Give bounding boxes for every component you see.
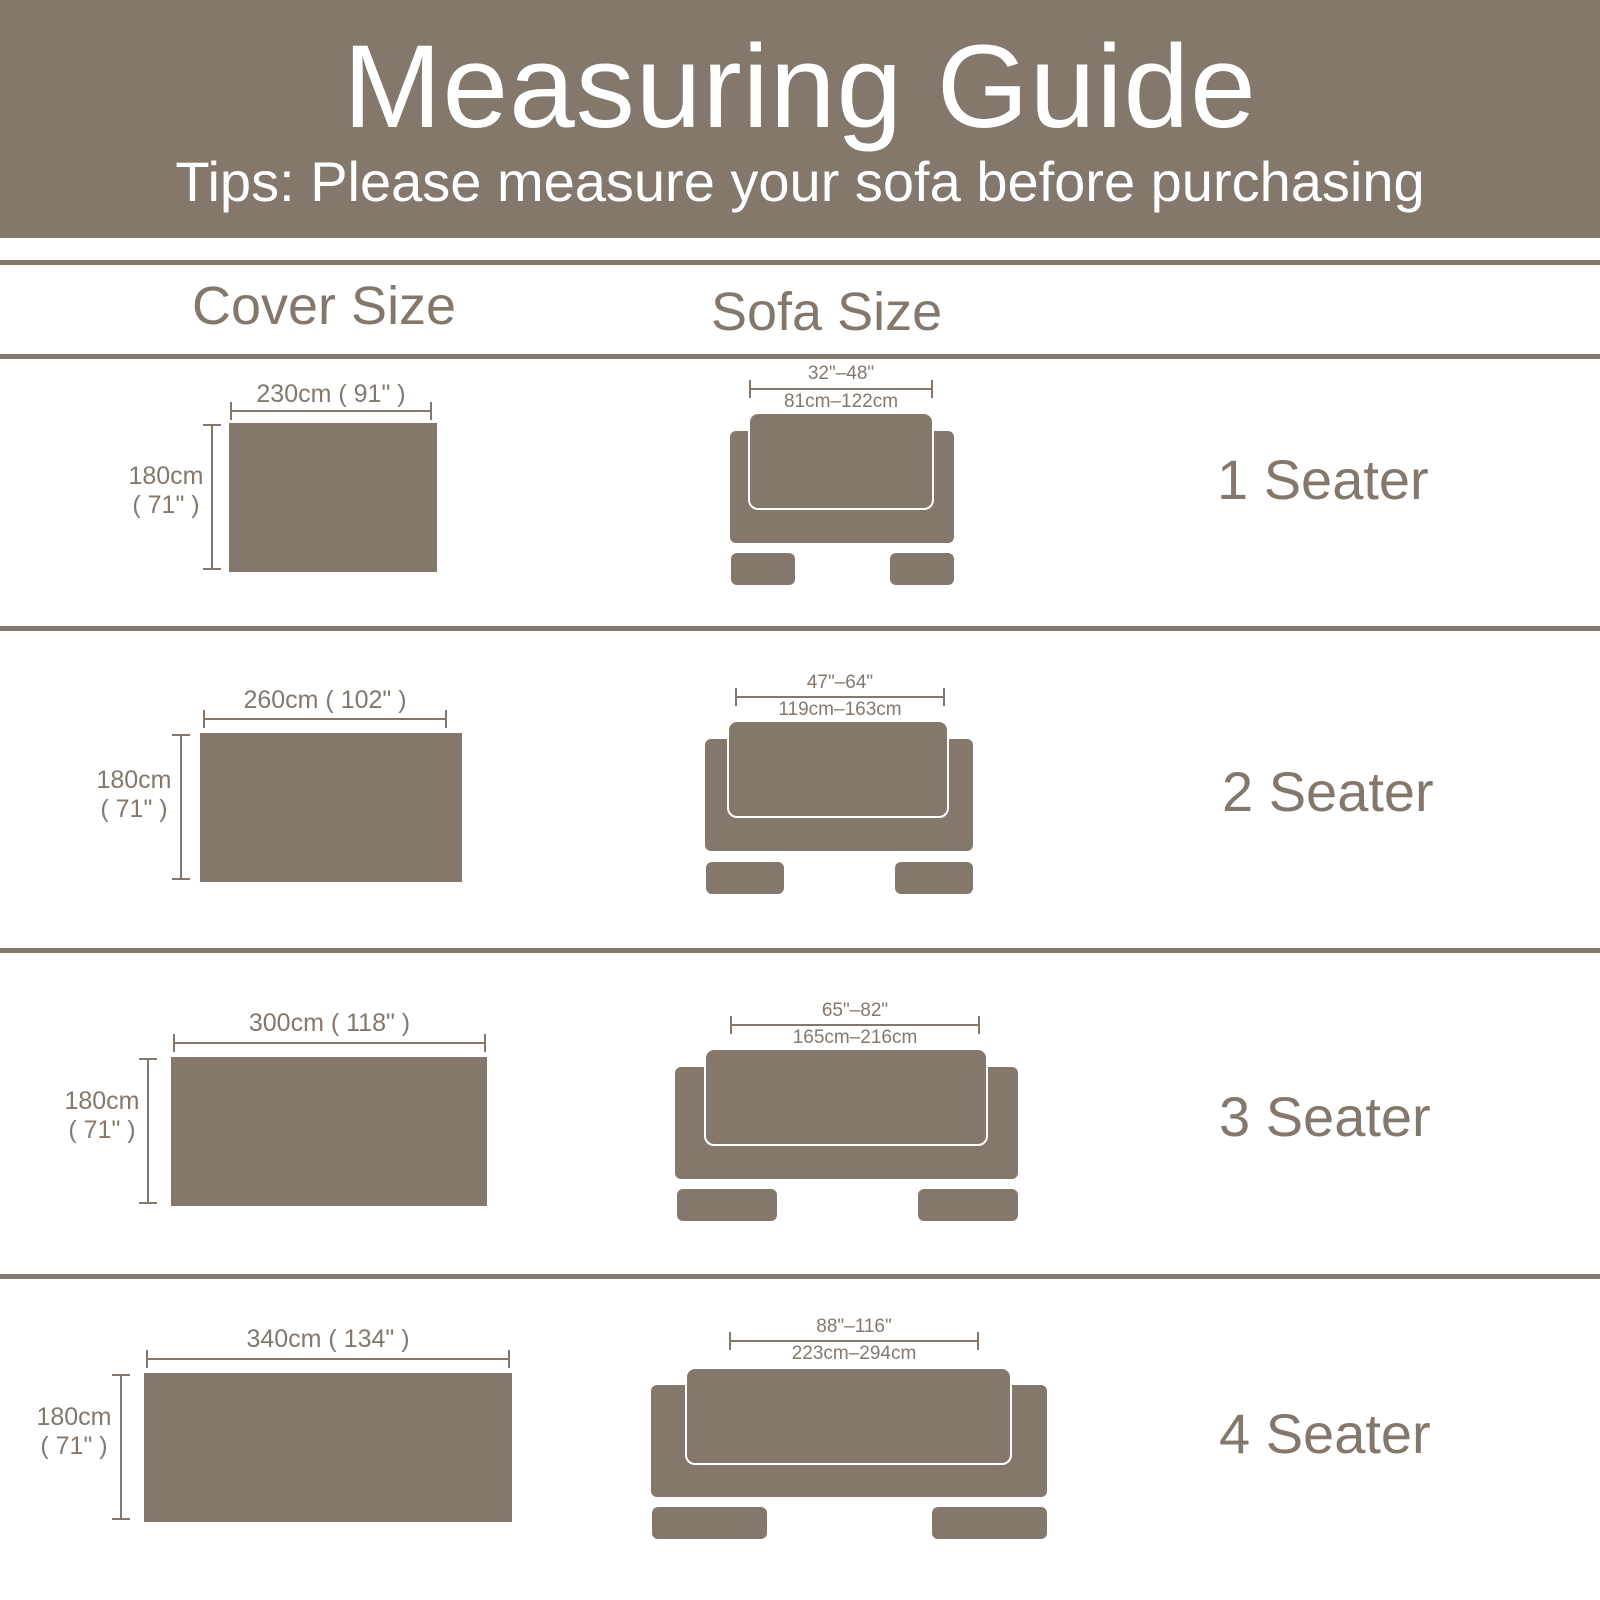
cover-height-label: 180cm [64, 1087, 140, 1115]
seater-label: 4 Seater [1219, 1402, 1431, 1465]
column-header-cover-size: Cover Size [192, 276, 457, 336]
page-subtitle: Tips: Please measure your sofa before purchasing [175, 150, 1425, 213]
cover-width-dimension-line [203, 718, 447, 720]
sofa-2-seater-cushion [727, 720, 949, 818]
sofa-width-dimension-line [749, 388, 933, 390]
cover-width-dimension-line [173, 1042, 486, 1044]
seater-label: 3 Seater [1219, 1085, 1431, 1148]
divider-row-1 [0, 626, 1600, 631]
sofa-width-cm-label: 223cm–294cm [791, 1343, 917, 1364]
sofa-width-dimension-line [730, 1024, 980, 1026]
sofa-leg-right [895, 862, 973, 894]
cover-height-dimension-line [120, 1374, 122, 1520]
cover-size-rectangle [200, 733, 462, 882]
sofa-width-inches-label: 47"–64" [806, 672, 874, 693]
cover-height-inch-label: ( 71" ) [132, 491, 200, 519]
header-banner [0, 0, 1600, 238]
sofa-leg-left [706, 862, 784, 894]
cover-width-label: 300cm ( 118" ) [248, 1009, 411, 1037]
sofa-width-inches-label: 32"–48" [807, 363, 875, 384]
sofa-width-cm-label: 119cm–163cm [778, 699, 902, 720]
sofa-width-inches-label: 65"–82" [821, 1000, 889, 1021]
cover-width-dimension-line [230, 410, 432, 412]
sofa-leg-left [731, 553, 795, 585]
cover-width-dimension-line [146, 1358, 510, 1360]
sofa-width-dimension-line [735, 696, 945, 698]
seater-label: 1 Seater [1217, 448, 1429, 511]
page-title: Measuring Guide [343, 21, 1257, 153]
sofa-leg-left [677, 1189, 777, 1221]
sofa-width-cm-label: 165cm–216cm [792, 1027, 918, 1048]
sofa-width-dimension-line [729, 1340, 979, 1342]
cover-height-dimension-line [147, 1058, 149, 1204]
sofa-width-inches-label: 88"–116" [816, 1316, 892, 1337]
cover-height-dimension-line [180, 734, 182, 880]
sofa-leg-right [918, 1189, 1018, 1221]
cover-size-rectangle [144, 1373, 512, 1522]
cover-size-rectangle [229, 423, 437, 572]
sofa-1-seater-cushion [748, 412, 934, 510]
sofa-leg-right [932, 1507, 1047, 1539]
divider-top [0, 260, 1600, 265]
cover-width-label: 230cm ( 91" ) [256, 380, 406, 408]
divider-row-2 [0, 948, 1600, 953]
cover-size-rectangle [171, 1057, 487, 1206]
cover-width-label: 340cm ( 134" ) [246, 1325, 410, 1353]
cover-height-label: 180cm [36, 1403, 112, 1431]
cover-width-label: 260cm ( 102" ) [243, 686, 407, 714]
cover-height-inch-label: ( 71" ) [68, 1116, 136, 1144]
sofa-3-seater-cushion [704, 1048, 988, 1146]
sofa-4-seater-cushion [685, 1367, 1012, 1465]
sofa-width-cm-label: 81cm–122cm [783, 391, 899, 412]
divider-header [0, 354, 1600, 359]
cover-height-label: 180cm [96, 766, 172, 794]
column-header-sofa-size: Sofa Size [711, 282, 943, 342]
divider-row-3 [0, 1274, 1600, 1279]
sofa-leg-right [890, 553, 954, 585]
cover-height-dimension-line [211, 424, 213, 570]
cover-height-inch-label: ( 71" ) [100, 795, 168, 823]
cover-height-inch-label: ( 71" ) [40, 1432, 108, 1460]
cover-height-label: 180cm [128, 462, 204, 490]
sofa-leg-left [652, 1507, 767, 1539]
seater-label: 2 Seater [1222, 760, 1434, 823]
